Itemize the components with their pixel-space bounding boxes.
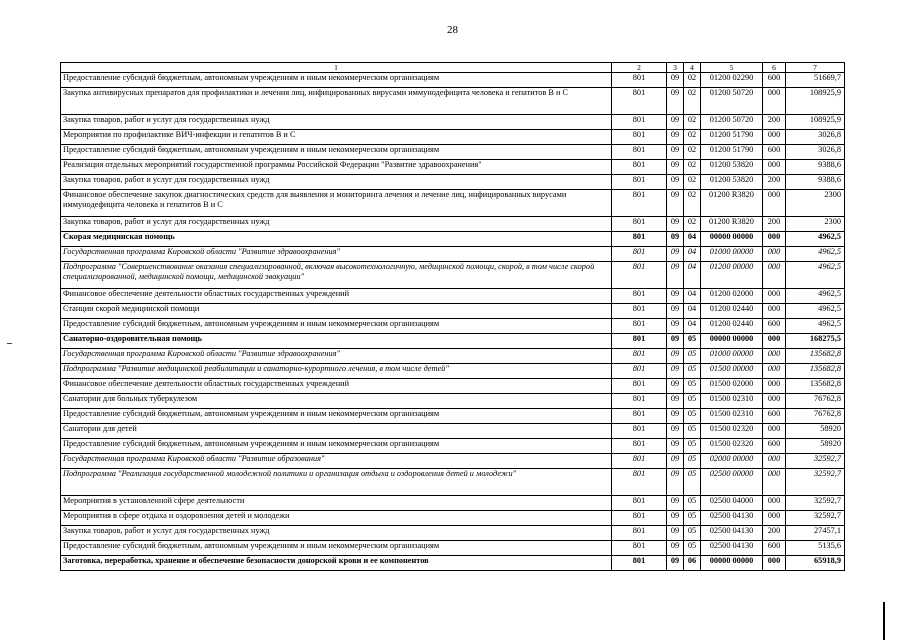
row-name: Мероприятия в сфере отдыха и оздоровления детей и молодежи [61,511,612,526]
table-row [61,364,845,379]
row-code-section: 09 [667,349,684,364]
column-header: 3 [667,63,684,73]
row-code-section: 09 [667,175,684,190]
page-number: 28 [447,24,458,36]
row-code-expense-type: 000 [763,394,786,409]
row-code-expense-type: 600 [763,439,786,454]
row-code-subsection: 05 [684,379,701,394]
row-code-section: 09 [667,145,684,160]
table-row [61,511,845,526]
row-name: Санатории для детей [61,424,612,439]
row-code-expense-type: 000 [763,304,786,319]
table-row [61,409,845,424]
table-row [61,556,845,571]
table-row [61,541,845,556]
row-amount: 65918,9 [786,556,845,571]
row-code-grbs: 801 [612,145,667,160]
table-row [61,115,845,130]
row-code-grbs: 801 [612,424,667,439]
row-code-target: 01200 51790 [701,145,763,160]
row-code-target: 01200 00000 [701,262,763,289]
row-code-target: 01200 51790 [701,130,763,145]
row-code-expense-type: 000 [763,289,786,304]
row-code-subsection: 05 [684,469,701,496]
row-amount: 135682,8 [786,349,845,364]
row-code-grbs: 801 [612,73,667,88]
row-name: Закупка товаров, работ и услуг для государственных нужд [61,115,612,130]
row-code-subsection: 02 [684,145,701,160]
row-amount: 9388,6 [786,160,845,175]
row-amount: 2300 [786,190,845,217]
row-code-target: 02500 00000 [701,469,763,496]
row-code-expense-type: 000 [763,247,786,262]
row-code-target: 02500 04130 [701,511,763,526]
row-code-expense-type: 000 [763,349,786,364]
row-code-section: 09 [667,439,684,454]
table-row [61,217,845,232]
row-code-target: 02500 04000 [701,496,763,511]
row-amount: 32592,7 [786,511,845,526]
row-amount: 58920 [786,424,845,439]
row-amount: 4962,5 [786,304,845,319]
row-code-subsection: 05 [684,526,701,541]
row-name: Станции скорой медицинской помощи [61,304,612,319]
row-code-section: 09 [667,541,684,556]
row-name: Предоставление субсидий бюджетным, автономным учреждениям и иным некоммерческим организациям [61,73,612,88]
row-code-section: 09 [667,511,684,526]
row-code-subsection: 05 [684,349,701,364]
row-code-grbs: 801 [612,289,667,304]
row-name: Реализация отдельных мероприятий государственной программы Российской Федерации "Развитие здравоохранения" [61,160,612,175]
row-code-section: 09 [667,247,684,262]
row-code-subsection: 05 [684,511,701,526]
row-code-grbs: 801 [612,454,667,469]
row-code-target: 02500 04130 [701,526,763,541]
row-name: Предоставление субсидий бюджетным, автономным учреждениям и иным некоммерческим организациям [61,319,612,334]
row-code-expense-type: 600 [763,319,786,334]
row-code-section: 09 [667,496,684,511]
row-code-expense-type: 000 [763,190,786,217]
row-amount: 2300 [786,217,845,232]
row-code-grbs: 801 [612,247,667,262]
row-code-grbs: 801 [612,526,667,541]
column-header: 4 [684,63,701,73]
column-header: 2 [612,63,667,73]
row-code-target: 02500 04130 [701,541,763,556]
table-row [61,424,845,439]
row-amount: 4962,5 [786,319,845,334]
row-code-expense-type: 000 [763,334,786,349]
table-row [61,526,845,541]
row-code-expense-type: 200 [763,175,786,190]
row-code-subsection: 02 [684,130,701,145]
row-code-target: 01200 R3820 [701,190,763,217]
row-code-grbs: 801 [612,394,667,409]
row-code-subsection: 04 [684,304,701,319]
table-row [61,160,845,175]
row-code-section: 09 [667,232,684,247]
row-code-grbs: 801 [612,409,667,424]
row-code-target: 00000 00000 [701,556,763,571]
row-amount: 4962,5 [786,232,845,247]
row-name: Закупка товаров, работ и услуг для государственных нужд [61,217,612,232]
row-code-section: 09 [667,526,684,541]
row-code-expense-type: 600 [763,145,786,160]
row-code-grbs: 801 [612,439,667,454]
row-code-subsection: 02 [684,190,701,217]
row-code-expense-type: 000 [763,232,786,247]
table-row [61,379,845,394]
row-code-subsection: 02 [684,217,701,232]
row-amount: 5135,6 [786,541,845,556]
row-code-target: 01500 02000 [701,379,763,394]
table-row [61,304,845,319]
row-code-section: 09 [667,115,684,130]
row-code-subsection: 05 [684,409,701,424]
row-code-grbs: 801 [612,130,667,145]
table-row [61,262,845,289]
row-code-section: 09 [667,394,684,409]
table-row [61,334,845,349]
table-row [61,496,845,511]
table-row [61,394,845,409]
row-name: Заготовка, переработка, хранение и обеспечение безопасности донорской крови и ее компонентов [61,556,612,571]
row-code-target: 01200 02440 [701,304,763,319]
row-amount: 51669,7 [786,73,845,88]
table-row [61,73,845,88]
row-code-expense-type: 000 [763,160,786,175]
row-code-expense-type: 000 [763,130,786,145]
row-code-target: 01500 00000 [701,364,763,379]
row-code-section: 09 [667,190,684,217]
row-code-section: 09 [667,262,684,289]
row-code-subsection: 05 [684,364,701,379]
row-code-target: 00000 00000 [701,334,763,349]
row-code-grbs: 801 [612,556,667,571]
table-row [61,439,845,454]
table-row [61,289,845,304]
row-code-expense-type: 200 [763,217,786,232]
row-code-expense-type: 000 [763,88,786,115]
row-code-expense-type: 000 [763,424,786,439]
row-name: Скорая медицинская помощь [61,232,612,247]
row-code-target: 01200 53820 [701,160,763,175]
row-code-target: 01500 02320 [701,424,763,439]
row-code-subsection: 04 [684,247,701,262]
row-code-section: 09 [667,334,684,349]
row-code-grbs: 801 [612,379,667,394]
row-name: Санатории для больных туберкулезом [61,394,612,409]
row-code-expense-type: 600 [763,541,786,556]
row-code-expense-type: 000 [763,379,786,394]
row-name: Подпрограмма "Совершенствование оказания специализированной, включая высокотехнологичную, медицинской помощи, скорой, в том числе скорой специализированной, медицинской помощи, медицинской эвакуации" [61,262,612,289]
row-code-target: 01200 50720 [701,88,763,115]
row-name: Государственная программа Кировской области "Развитие здравоохранения" [61,349,612,364]
row-code-expense-type: 600 [763,73,786,88]
row-code-subsection: 04 [684,262,701,289]
row-code-target: 00000 00000 [701,232,763,247]
row-name: Подпрограмма "Реализация государственной молодежной политики и организация отдыха и оздоровления детей и молодежи" [61,469,612,496]
row-code-grbs: 801 [612,175,667,190]
row-amount: 168275,5 [786,334,845,349]
row-name: Финансовое обеспечение деятельности областных государственных учреждений [61,289,612,304]
row-code-subsection: 05 [684,496,701,511]
row-name: Предоставление субсидий бюджетным, автономным учреждениям и иным некоммерческим организациям [61,439,612,454]
table-row [61,145,845,160]
row-code-target: 01200 50720 [701,115,763,130]
row-name: Подпрограмма "Развитие медицинской реабилитации и санаторно-курортного лечения, в том числе детей" [61,364,612,379]
row-code-subsection: 04 [684,289,701,304]
row-code-target: 01500 02310 [701,394,763,409]
row-name: Закупка антивирусных препаратов для профилактики и лечения лиц, инфицированных вирусами иммунодефицита человека и гепатитов В и С [61,88,612,115]
row-code-section: 09 [667,88,684,115]
row-amount: 58920 [786,439,845,454]
table-row [61,349,845,364]
row-code-subsection: 05 [684,541,701,556]
row-name: Государственная программа Кировской области "Развитие образования" [61,454,612,469]
row-code-section: 09 [667,379,684,394]
budget-table [60,62,845,571]
row-code-section: 09 [667,217,684,232]
row-amount: 135682,8 [786,379,845,394]
row-code-grbs: 801 [612,232,667,247]
row-code-section: 09 [667,73,684,88]
row-code-section: 09 [667,160,684,175]
row-code-grbs: 801 [612,304,667,319]
row-amount: 108925,9 [786,88,845,115]
row-code-subsection: 05 [684,439,701,454]
row-name: Мероприятия по профилактике ВИЧ-инфекции и гепатитов В и С [61,130,612,145]
row-name: Государственная программа Кировской области "Развитие здравоохранения" [61,247,612,262]
row-code-expense-type: 000 [763,511,786,526]
row-code-subsection: 05 [684,334,701,349]
row-code-section: 09 [667,424,684,439]
row-code-target: 01500 02320 [701,439,763,454]
row-code-grbs: 801 [612,496,667,511]
column-header: 7 [786,63,845,73]
table-body [61,63,845,571]
row-code-expense-type: 600 [763,409,786,424]
margin-rule [883,602,885,640]
row-code-grbs: 801 [612,334,667,349]
row-code-expense-type: 200 [763,115,786,130]
table-row [61,190,845,217]
table-row [61,130,845,145]
row-code-target: 01200 02290 [701,73,763,88]
row-amount: 3026,8 [786,130,845,145]
row-code-section: 09 [667,454,684,469]
row-amount: 9388,6 [786,175,845,190]
scan-mark [7,343,12,344]
row-amount: 32592,7 [786,496,845,511]
row-code-grbs: 801 [612,511,667,526]
row-code-grbs: 801 [612,160,667,175]
row-code-grbs: 801 [612,319,667,334]
row-code-target: 01500 02310 [701,409,763,424]
row-code-subsection: 04 [684,232,701,247]
row-code-grbs: 801 [612,469,667,496]
row-name: Предоставление субсидий бюджетным, автономным учреждениям и иным некоммерческим организациям [61,409,612,424]
row-code-expense-type: 200 [763,526,786,541]
row-code-subsection: 02 [684,88,701,115]
row-name: Финансовое обеспечение деятельности областных государственных учреждений [61,379,612,394]
row-code-target: 01200 53820 [701,175,763,190]
row-name: Закупка товаров, работ и услуг для государственных нужд [61,175,612,190]
row-amount: 4962,5 [786,247,845,262]
row-code-target: 01200 R3820 [701,217,763,232]
row-code-grbs: 801 [612,349,667,364]
row-amount: 3026,8 [786,145,845,160]
row-code-subsection: 02 [684,73,701,88]
row-amount: 76762,8 [786,394,845,409]
row-code-target: 02000 00000 [701,454,763,469]
row-name: Предоставление субсидий бюджетным, автономным учреждениям и иным некоммерческим организациям [61,541,612,556]
row-code-section: 09 [667,556,684,571]
table-row [61,454,845,469]
column-header: 5 [701,63,763,73]
row-amount: 108925,9 [786,115,845,130]
row-code-target: 01200 02000 [701,289,763,304]
table-row [61,175,845,190]
row-code-subsection: 05 [684,394,701,409]
table-row [61,319,845,334]
row-code-section: 09 [667,130,684,145]
row-code-target: 01200 02440 [701,319,763,334]
row-code-grbs: 801 [612,262,667,289]
row-amount: 76762,8 [786,409,845,424]
row-code-subsection: 04 [684,319,701,334]
table-row [61,232,845,247]
row-name: Предоставление субсидий бюджетным, автономным учреждениям и иным некоммерческим организациям [61,145,612,160]
row-code-subsection: 02 [684,175,701,190]
row-code-expense-type: 000 [763,364,786,379]
row-code-expense-type: 000 [763,454,786,469]
row-code-target: 01000 00000 [701,349,763,364]
row-amount: 4962,5 [786,289,845,304]
row-code-section: 09 [667,364,684,379]
column-header-row [61,63,845,73]
row-code-subsection: 05 [684,424,701,439]
table-row [61,247,845,262]
row-amount: 32592,7 [786,469,845,496]
row-code-section: 09 [667,319,684,334]
row-code-expense-type: 000 [763,496,786,511]
row-code-subsection: 02 [684,115,701,130]
row-name: Санаторно-оздоровительная помощь [61,334,612,349]
row-code-grbs: 801 [612,115,667,130]
row-code-grbs: 801 [612,88,667,115]
row-code-grbs: 801 [612,190,667,217]
row-amount: 4962,5 [786,262,845,289]
row-code-subsection: 02 [684,160,701,175]
row-code-section: 09 [667,409,684,424]
column-header: 1 [61,63,612,73]
row-amount: 135682,8 [786,364,845,379]
table-row [61,469,845,496]
row-code-expense-type: 000 [763,262,786,289]
row-code-section: 09 [667,289,684,304]
row-name: Мероприятия в установленной сфере деятельности [61,496,612,511]
row-code-expense-type: 000 [763,469,786,496]
row-code-grbs: 801 [612,364,667,379]
row-code-subsection: 05 [684,454,701,469]
row-code-expense-type: 000 [763,556,786,571]
row-code-grbs: 801 [612,541,667,556]
row-name: Финансовое обеспечение закупок диагностических средств для выявления и мониторинга лечения и лечение лиц, инфицированных вирусами иммунодефицита человека и гепатитов В и С [61,190,612,217]
row-code-subsection: 06 [684,556,701,571]
row-amount: 32592,7 [786,454,845,469]
row-code-target: 01000 00000 [701,247,763,262]
table-row [61,88,845,115]
row-code-grbs: 801 [612,217,667,232]
row-name: Закупка товаров, работ и услуг для государственных нужд [61,526,612,541]
row-code-section: 09 [667,469,684,496]
row-amount: 27457,1 [786,526,845,541]
row-code-section: 09 [667,304,684,319]
column-header: 6 [763,63,786,73]
